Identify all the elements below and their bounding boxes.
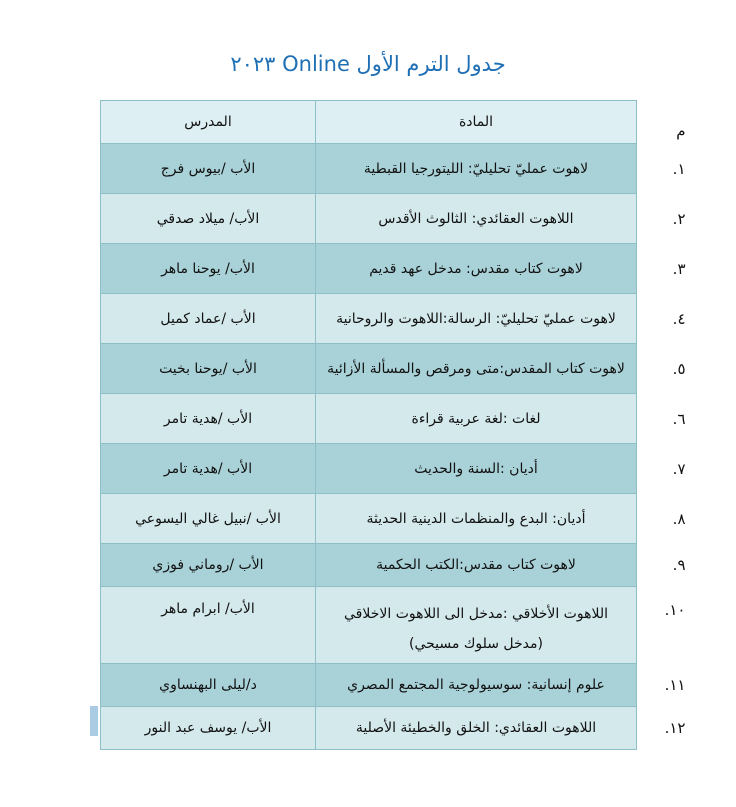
row-teacher: الأب/ يوسف عبد النور (101, 707, 316, 750)
table-header-row (101, 101, 692, 144)
row-subject: لاهوت عمليّ تحليليّ: الليتورجيا القبطية (316, 144, 637, 194)
row-subject: لغات :لغة عربية قراءة (316, 394, 637, 444)
row-number: ٧. (637, 444, 692, 494)
row-teacher: الأب /بيوس فرج (101, 144, 316, 194)
table-row (101, 587, 692, 664)
header-number: م (637, 101, 692, 144)
row-number: ٩. (637, 544, 692, 587)
row-teacher: الأب /يوحنا بخيت (101, 344, 316, 394)
row-subject: أديان: البدع والمنظمات الدينية الحديثة (316, 494, 637, 544)
row-subject: اللاهوت العقائدي: الثالوث الأقدس (316, 194, 637, 244)
row-subject: لاهوت عمليّ تحليليّ: الرسالة:اللاهوت والروحانية (316, 294, 637, 344)
row-number: ٣. (637, 244, 692, 294)
row-number: ٢. (637, 194, 692, 244)
table-row (101, 664, 692, 707)
row-subject: لاهوت كتاب مقدس:الكتب الحكمية (316, 544, 637, 587)
table-row (101, 194, 692, 244)
row-number: ١١. (637, 664, 692, 707)
header-subject: المادة (316, 101, 637, 144)
row-subject: اللاهوت العقائدي: الخلق والخطيئة الأصلية (316, 707, 637, 750)
row-teacher: الأب/ ميلاد صدقي (101, 194, 316, 244)
row-teacher: الأب /نبيل غالي اليسوعي (101, 494, 316, 544)
row-subject: أديان :السنة والحديث (316, 444, 637, 494)
row-subject: لاهوت كتاب مقدس: مدخل عهد قديم (316, 244, 637, 294)
row-number: ٤. (637, 294, 692, 344)
table-row (101, 494, 692, 544)
row-number: ٥. (637, 344, 692, 394)
row-teacher: د/ليلى البهنساوي (101, 664, 316, 707)
row-number: ١٠. (637, 587, 692, 664)
row-teacher: الأب /روماني فوزي (101, 544, 316, 587)
text-selection-marker (90, 706, 98, 736)
table-row (101, 394, 692, 444)
row-teacher: الأب /هدية تامر (101, 444, 316, 494)
row-teacher: الأب /هدية تامر (101, 394, 316, 444)
row-subject (316, 587, 637, 664)
row-subject: لاهوت كتاب المقدس:متى ومرقص والمسألة الأزائية (316, 344, 637, 394)
row-teacher: الأب/ يوحنا ماهر (101, 244, 316, 294)
schedule-table (100, 100, 692, 750)
table-row (101, 544, 692, 587)
document-title: جدول الترم الأول Online ٢٠٢٣ (230, 52, 506, 76)
table-row (101, 444, 692, 494)
row-number: ١. (637, 144, 692, 194)
table-row (101, 344, 692, 394)
table-row (101, 294, 692, 344)
row-number: ٦. (637, 394, 692, 444)
header-teacher: المدرس (101, 101, 316, 144)
table-row (101, 144, 692, 194)
row-subject-line1: اللاهوت الأخلاقي :مدخل الى اللاهوت الاخلاقي (344, 606, 608, 622)
row-teacher: الأب /عماد كميل (101, 294, 316, 344)
row-number: ١٢. (637, 707, 692, 750)
row-teacher: الأب/ ابرام ماهر (101, 587, 316, 664)
table-row (101, 244, 692, 294)
table-row (101, 707, 692, 750)
row-number: ٨. (637, 494, 692, 544)
row-subject-line2: (مدخل سلوك مسيحي) (409, 636, 543, 652)
row-subject: علوم إنسانية: سوسيولوجية المجتمع المصري (316, 664, 637, 707)
